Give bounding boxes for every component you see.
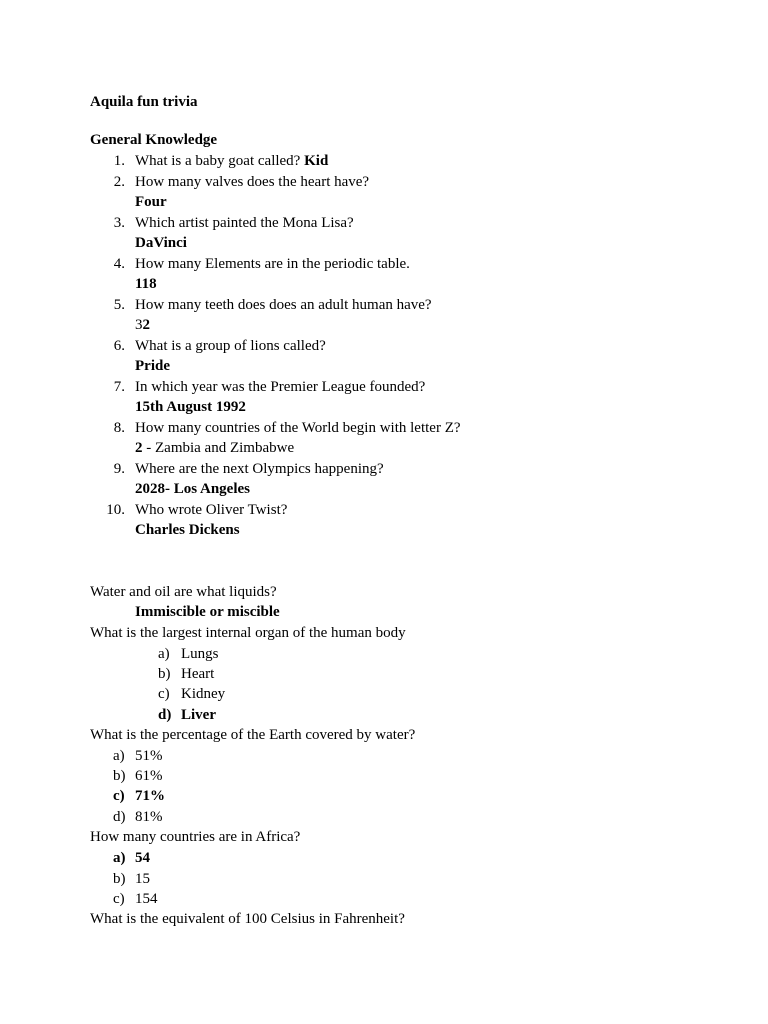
answer: 15th August 1992 <box>135 399 246 415</box>
option-text: 71% <box>135 788 165 804</box>
list-number: 5. <box>113 297 125 313</box>
answer-rest: - Zambia and Zimbabwe <box>142 440 295 456</box>
option-letter: c) <box>158 686 170 702</box>
question: Which artist painted the Mona Lisa? <box>135 215 354 231</box>
option-text: 154 <box>135 891 158 907</box>
question: How many valves does the heart have? <box>135 174 370 190</box>
option-letter: c) <box>113 891 125 907</box>
option-letter: b) <box>158 666 171 682</box>
option-letter: c) <box>113 788 125 804</box>
option-text: 15 <box>135 871 150 887</box>
option-text: Kidney <box>181 686 226 702</box>
option-text: 51% <box>135 748 163 764</box>
list-number: 9. <box>113 461 125 477</box>
question: Where are the next Olympics happening? <box>135 461 384 477</box>
option-letter: a) <box>113 748 125 764</box>
list-number: 8. <box>113 420 125 436</box>
answer-plain: 3 <box>135 317 143 333</box>
option-letter: b) <box>113 871 126 887</box>
question: How many Elements are in the periodic table. <box>135 256 410 272</box>
answer-bold: 2 <box>142 317 150 333</box>
option-letter: a) <box>113 850 126 866</box>
option-letter: b) <box>113 768 126 784</box>
answer: Pride <box>135 358 170 374</box>
question: What is a baby goat called? <box>135 153 305 169</box>
answer: Four <box>135 194 167 210</box>
question: How many teeth does does an adult human have? <box>135 297 432 313</box>
list-number: 10. <box>106 502 125 518</box>
answer <box>135 439 294 458</box>
answer-bold: 2 <box>135 440 143 456</box>
question: How many countries are in Africa? <box>90 829 301 845</box>
answer: 2028- Los Angeles <box>135 481 251 497</box>
answer: Kid <box>304 153 329 169</box>
option-letter: d) <box>158 707 172 723</box>
option-text: Lungs <box>181 646 219 662</box>
answer <box>135 316 150 335</box>
question: What is the percentage of the Earth covered by water? <box>90 727 416 743</box>
option-letter: d) <box>113 809 126 825</box>
question-text <box>135 152 328 171</box>
answer: Charles Dickens <box>135 522 240 538</box>
question: In which year was the Premier League founded? <box>135 379 426 395</box>
list-number: 2. <box>113 174 125 190</box>
question: Who wrote Oliver Twist? <box>135 502 288 518</box>
option-text: 81% <box>135 809 163 825</box>
answer: DaVinci <box>135 235 187 251</box>
document-title: Aquila fun trivia <box>90 94 198 110</box>
option-letter: a) <box>158 646 170 662</box>
list-number: 1. <box>113 153 125 169</box>
option-text: Liver <box>181 707 216 723</box>
list-number: 4. <box>113 256 125 272</box>
option-text: 61% <box>135 768 163 784</box>
answer: 118 <box>135 276 157 292</box>
section-heading: General Knowledge <box>90 132 218 148</box>
answer: Immiscible or miscible <box>135 604 280 620</box>
question: Water and oil are what liquids? <box>90 584 277 600</box>
option-text: 54 <box>135 850 150 866</box>
question: What is the equivalent of 100 Celsius in Fahrenheit? <box>90 911 405 927</box>
question: How many countries of the World begin with letter Z? <box>135 420 461 436</box>
list-number: 3. <box>113 215 125 231</box>
list-number: 7. <box>113 379 125 395</box>
question: What is the largest internal organ of the human body <box>90 625 406 641</box>
question: What is a group of lions called? <box>135 338 326 354</box>
list-number: 6. <box>113 338 125 354</box>
option-text: Heart <box>181 666 215 682</box>
